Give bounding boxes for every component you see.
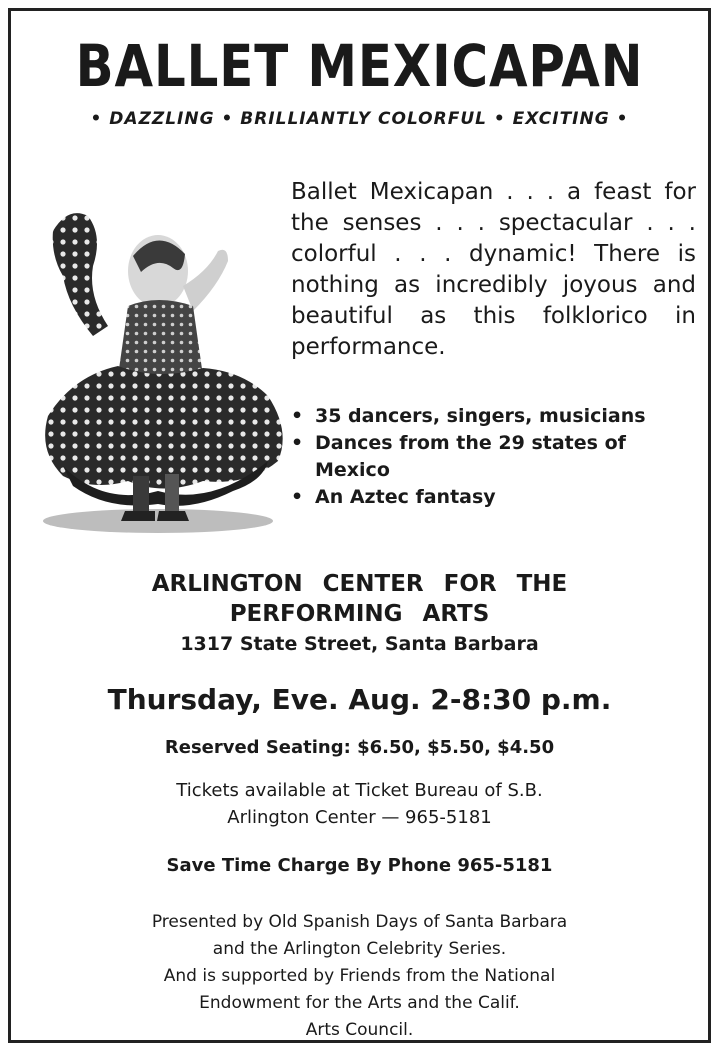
venue-name-line-2: PERFORMING ARTS <box>229 601 490 627</box>
feature-text: 35 dancers, singers, musicians <box>315 405 646 427</box>
venue-block <box>11 569 708 659</box>
sponsor-line-5: Arts Council. <box>305 1020 414 1040</box>
ticket-prices: Reserved Seating: $6.50, $5.50, $4.50 <box>164 737 555 758</box>
feature-text: Dances from the 29 states of Mexico <box>315 432 626 481</box>
ticket-info <box>11 777 708 831</box>
ad-tagline: • DAZZLING • BRILLIANTLY COLORFUL • EXCITING • <box>90 109 629 129</box>
venue-address: 1317 State Street, Santa Barbara <box>180 633 539 655</box>
ad-title: BALLET MEXICAPAN <box>75 32 644 100</box>
sponsor-line-4: Endowment for the Arts and the Calif. <box>199 993 520 1013</box>
feature-text: An Aztec fantasy <box>315 486 496 508</box>
sponsor-line-1: Presented by Old Spanish Days of Santa Barbara <box>151 912 568 932</box>
venue-name-line-1: ARLINGTON CENTER FOR THE <box>151 571 568 597</box>
sponsor-line-2: and the Arlington Celebrity Series. <box>212 939 507 959</box>
list-item <box>291 484 696 511</box>
sponsor-line-3: And is supported by Friends from the National <box>163 966 556 986</box>
list-item <box>291 430 696 484</box>
bullet-icon: • <box>291 432 304 454</box>
dancer-photo <box>33 176 293 556</box>
sponsor-credits <box>11 909 708 1044</box>
event-date: Thursday, Eve. Aug. 2-8:30 p.m. <box>107 683 612 716</box>
feature-list <box>291 403 696 511</box>
advertisement <box>8 8 711 1043</box>
description-paragraph: Ballet Mexicapan . . . a feast for the senses . . . spectacular . . . colorful . . . dynamic! There is nothing as incredibly joyous and beautiful as this folklorico in performance. <box>291 179 696 360</box>
ticket-info-line-1: Tickets available at Ticket Bureau of S.B. <box>176 780 543 801</box>
bullet-icon: • <box>291 486 304 508</box>
bullet-icon: • <box>291 405 304 427</box>
list-item <box>291 403 696 430</box>
ticket-info-line-2: Arlington Center — 965-5181 <box>227 807 492 828</box>
phone-charge: Save Time Charge By Phone 965-5181 <box>166 855 553 876</box>
